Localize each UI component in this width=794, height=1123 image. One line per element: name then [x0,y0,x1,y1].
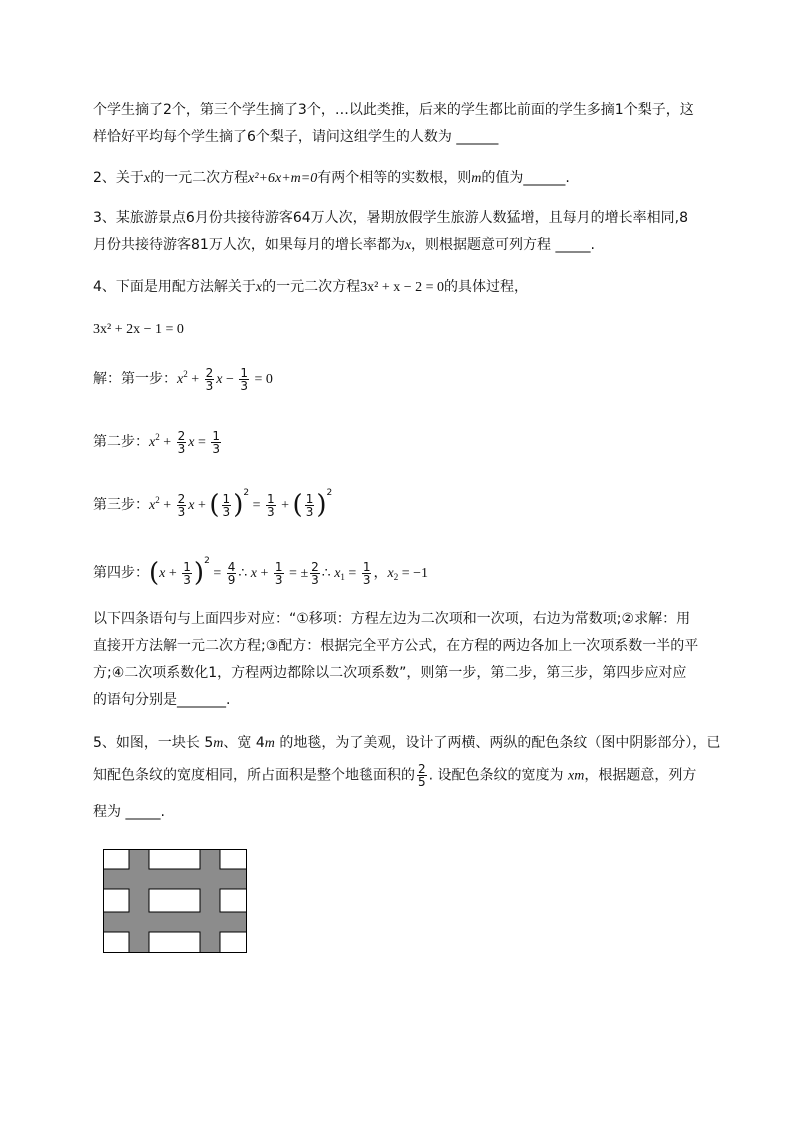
q4-step3-label: 第三步： [93,497,149,513]
q4-step3: 第三步：$x^2$ + $\frac{2}{3}$ x + ( $\frac{1}{3}$ )$^2$ = $\frac{1}{3}$ + ( $\frac{1}{3}$ )$^2$ [93,488,333,520]
q4-para2: 直接开方法解一元二次方程;③配方：根据完全平方公式，在方程的两边各加上一次项系数一半的平 [93,638,699,654]
q5-unit-m2: m [264,736,275,751]
q5-line1-b: 、宽 4 [223,735,265,751]
x2-value: −1 [413,566,428,581]
horizontal-stripe-1 [104,869,247,889]
q4-para1: 以下四条语句与上面四步对应：“①移项：方程左边为二次项和一次项，右边为常数项;②求解：用 [93,611,691,627]
q4-intro-a: 4、下面是用配方法解关于 [93,279,256,295]
q2-equation: x²+6x+m=0 [248,171,318,186]
q2-text-c: 有两个相等的实数根，则 [317,170,472,186]
frac-one-third: $\frac{1}{3}$ [183,559,191,587]
q5-line1 [93,734,720,753]
q3-var-x: x [404,238,412,253]
horizontal-stripe-2 [104,912,247,932]
q1-line1: 个学生摘了2个，第三个学生摘了3个，…以此类推，后来的学生都比前面的学生多摘1个梨子，这 [93,102,694,118]
q2-text-b: 的一元二次方程 [150,170,249,186]
q4-given-equation: 3x² + x − 2 = 0 [360,280,445,295]
carpet-figure [103,849,248,954]
frac-two-thirds: $\frac{2}{3}$ [177,491,186,519]
q3-line2-b: ，则根据题意可列方程 _____. [411,237,595,253]
q5-unit-m1: m [213,736,224,751]
q2-var-m: m [471,171,482,186]
frac-one-third: $\frac{1}{3}$ [240,365,249,393]
q5-line2-a: 知配色条纹的宽度相同，所占面积是整个地毯面积的 [93,767,415,784]
q4-equation-0: 3x² + 2x − 1 = 0 [93,322,184,337]
q2-var-x: x [143,171,151,186]
q4-step4: 第四步：(x + $\frac{1}{3}$ )$^2$ = $\frac{4}{9}$ ∴ x + $\frac{1}{3}$ = ± $\frac{2}{3}$ ∴ $x_1$ = $\frac{1}{3}$ ，$x_2 = -1$ [93,556,428,588]
frac-one-third: $\frac{1}{3}$ [266,491,275,519]
vertical-stripe-2 [200,850,220,953]
q5-line1-a: 5、如图，一块长 5 [93,735,214,751]
q4-step2-label: 第二步： [93,434,149,450]
q4-step4-label: 第四步： [93,565,149,581]
frac-one-third: $\frac{1}{3}$ [274,559,283,587]
q5-xm: xm [568,768,585,784]
carpet-background [104,850,247,953]
q4-intro-c: 的具体过程， [444,279,529,295]
q4-step1-label: 解：第一步： [93,371,177,387]
q4-var-x: x [255,280,263,295]
q3-line1: 3、某旅游景点6月份共接待游客64万人次，暑期放假学生旅游人数猛增，且每月的增长率相同,8 [93,210,688,226]
frac-two-thirds: $\frac{2}{3}$ [205,365,214,393]
vertical-stripe-1 [129,850,149,953]
q3-line2 [93,236,595,255]
frac-one-third: $\frac{1}{3}$ [305,491,314,519]
q5-line2-b: . 设配色条纹的宽度为 [428,767,568,784]
q4-para4: 的语句分别是_______. [93,692,231,708]
q2-line [93,169,570,188]
q5-line2-c: ，根据题意，列方 [584,767,697,784]
frac-two-thirds: $\frac{2}{3}$ [311,559,319,587]
q2-text-d: 的值为______. [481,170,570,186]
q1-line2: 样恰好平均每个学生摘了6个梨子，请问这组学生的人数为 ______ [93,129,499,145]
frac-four-ninths: $\frac{4}{9}$ [227,559,236,587]
q5-line3: 程为 _____. [93,804,165,820]
q3-line2-a: 月份共接待游客81万人次，如果每月的增长率都为 [93,237,405,253]
frac-two-fifths: $\frac{2}{5}$ [418,762,426,789]
q4-intro-b: 的一元二次方程 [262,279,361,295]
q4-step1: 解：第一步：$x^2$ + $\frac{2}{3}$ x − $\frac{1}{3}$ = 0 [93,365,273,393]
q5-line2 [93,763,696,788]
frac-one-third: $\frac{1}{3}$ [212,428,221,456]
frac-one-third: $\frac{1}{3}$ [222,491,231,519]
frac-two-thirds: $\frac{2}{3}$ [177,428,186,456]
q4-step2: 第二步：$x^2$ + $\frac{2}{3}$ x = $\frac{1}{3}$ [93,428,221,456]
q5-line1-c: 的地毯，为了美观，设计了两横、两纵的配色条纹（图中阴影部分），已 [274,735,721,751]
q4-intro [93,278,528,297]
frac-x1: $\frac{1}{3}$ [362,559,371,587]
q4-para3: 方;④二次项系数化1，方程两边都除以二次项系数”，则第一步，第二步，第三步，第四步应对应 [93,665,687,681]
q2-text-a: 2、关于 [93,170,144,186]
